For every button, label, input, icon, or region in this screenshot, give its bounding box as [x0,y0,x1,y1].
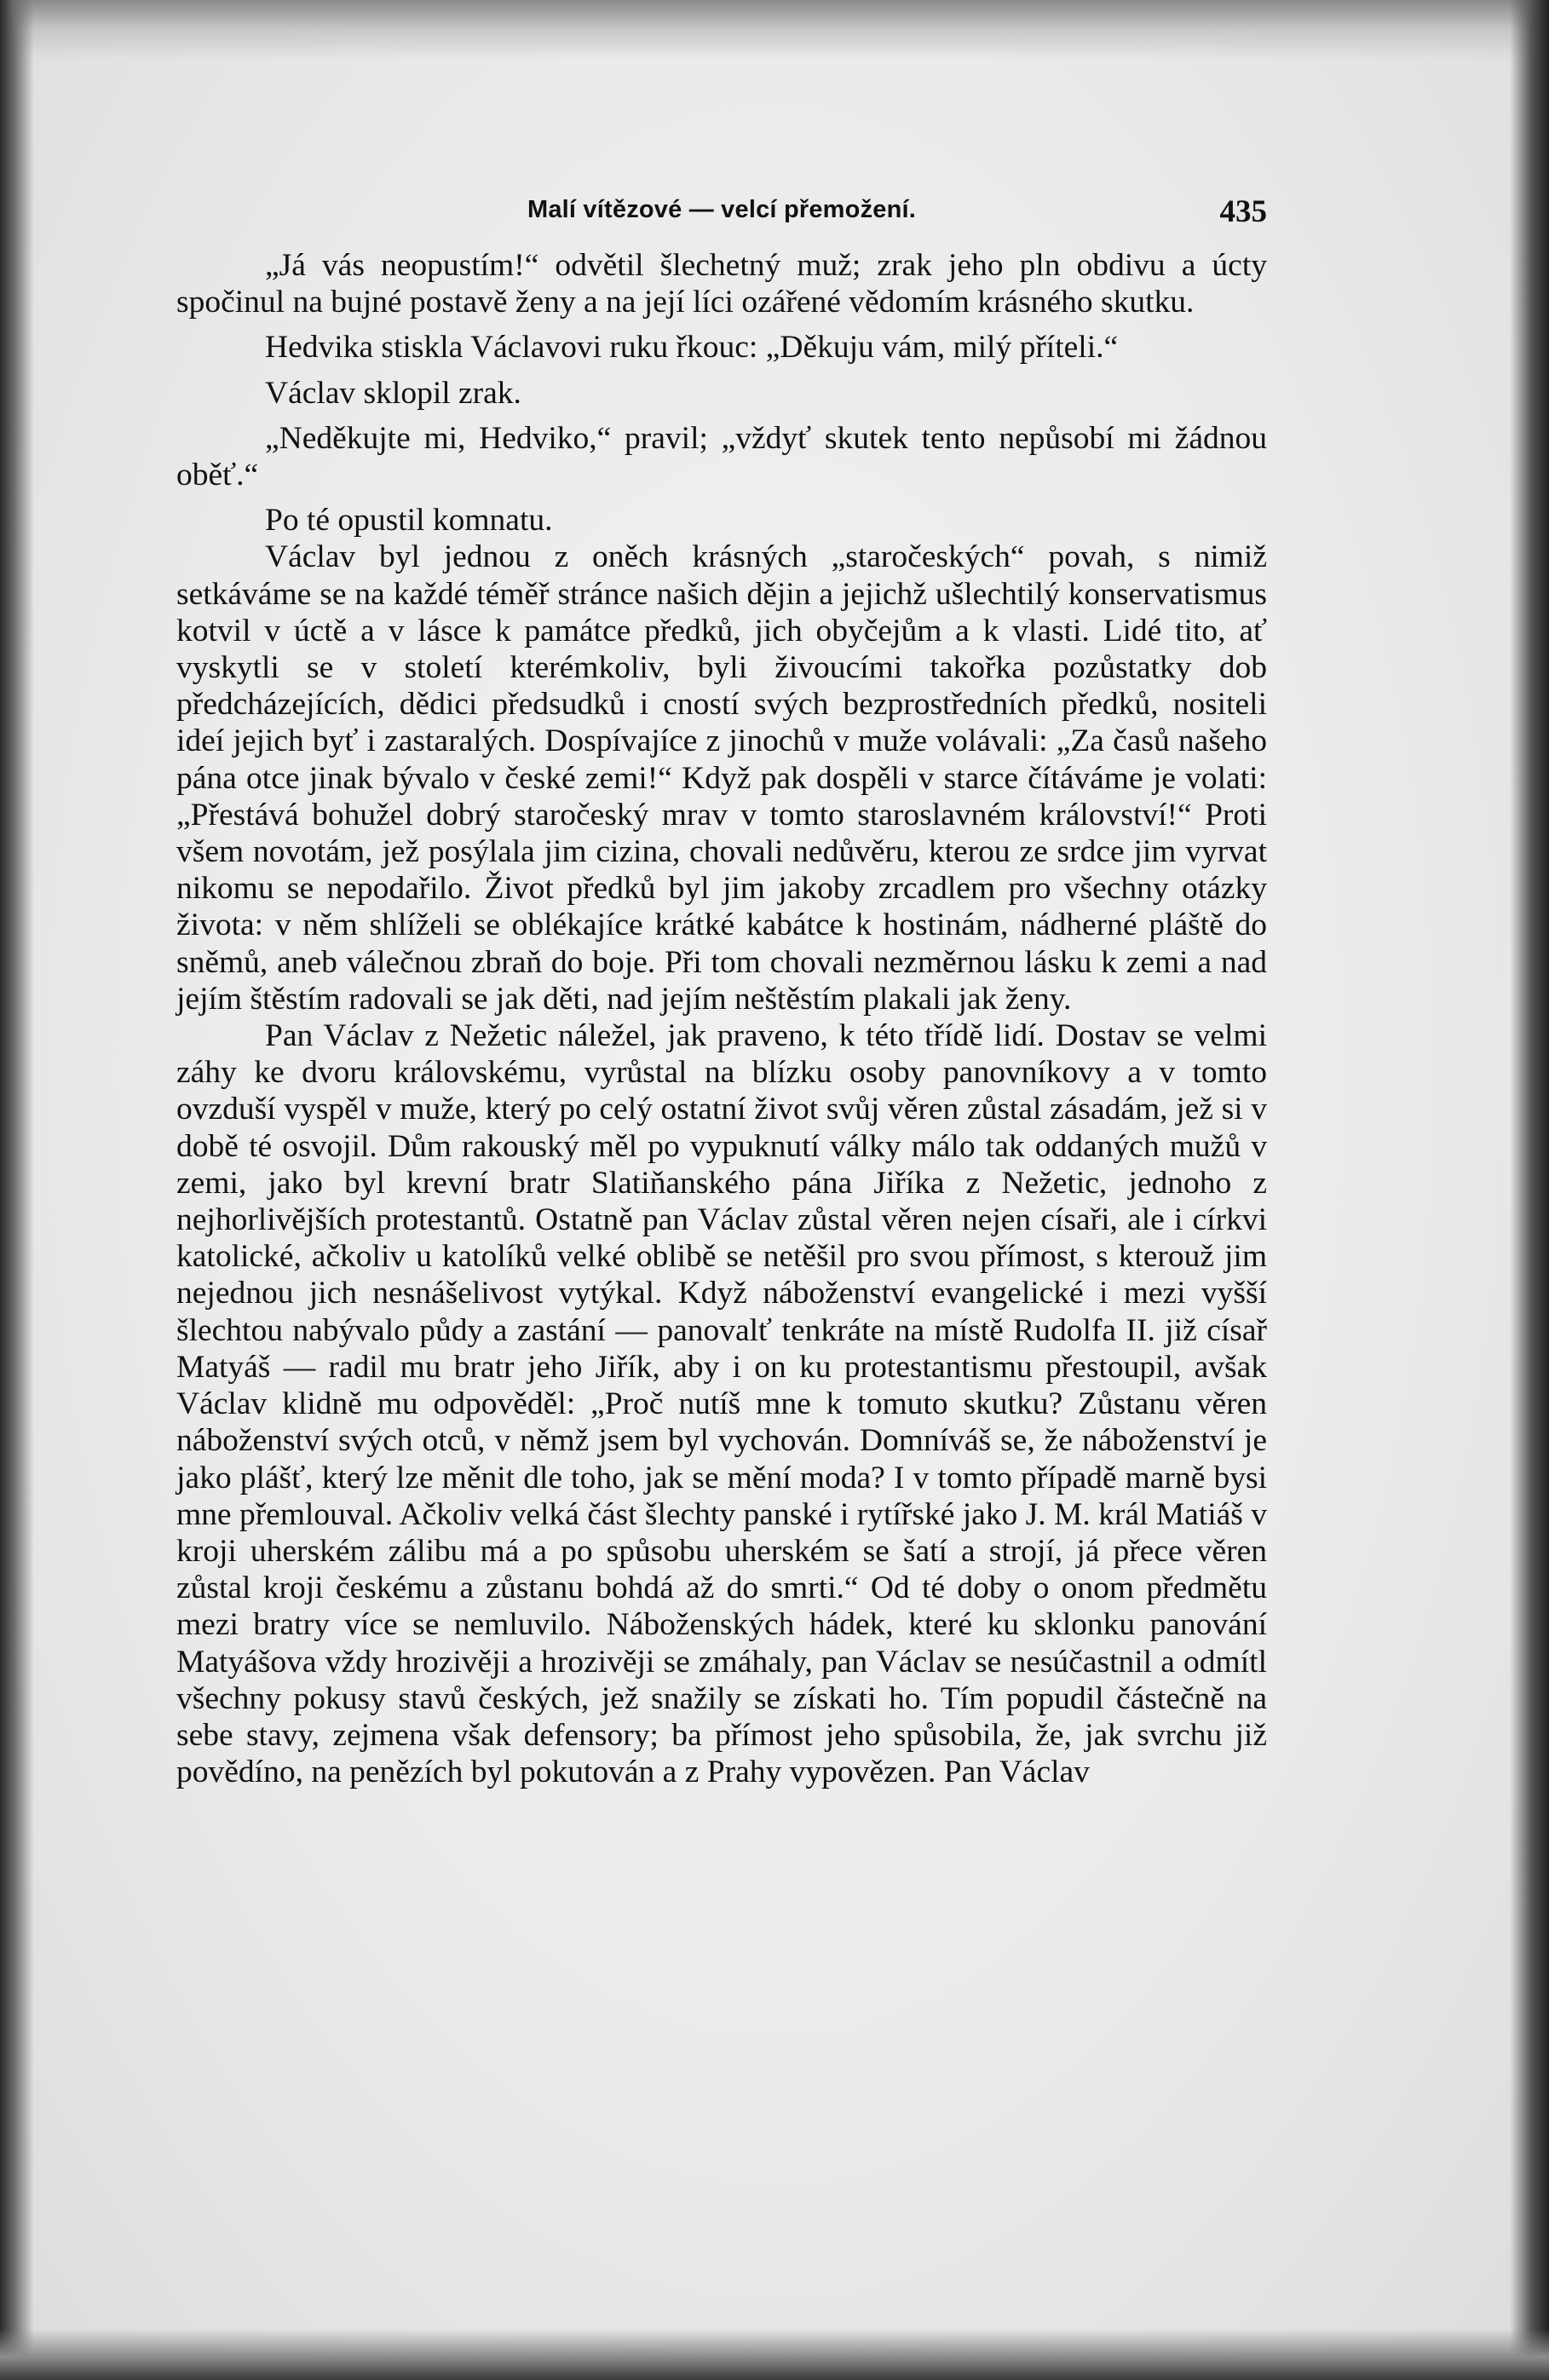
page-header [176,170,1267,229]
paragraph: Václav sklopil zrak. [265,375,521,411]
body-text [176,247,1267,1790]
paragraph: Václav byl jednou z oněch krásných „staročeských“ povah, s nimiž setkáváme se na každé téměř stránce našich dějin a jejichž ušlechtilý konservatismus kotvil v úctě a v lásce k památce předků, jich obyčejům a k vlasti. Lidé tito, ať vyskytli se v století kterémkoliv, byli živoucími takořka pozůstatky dob předcházejících, dědici předsudků i cností svých bezprostředních předků, nositeli ideí jejich byť i zastaralých. Dospívajíce z jinochů v muže volávali: „Za časů našeho pána otce jinak bývalo v české zemi!“ Když pak dospěli v starce čítáváme je volati: „Přestává bohužel dobrý staročeský mrav v tomto staroslavném království!“ Proti všem novotám, jež posýlala jim cizina, chovali nedůvěru, kterou ze srdce jim vyrvat nikomu se nepodařilo. Život předků byl jim jakoby zrcadlem pro všechny otázky života: v něm shlíželi se oblékajíce krátké kabátce k hostinám, nádherné pláště do sněmů, aneb válečnou zbraň do boje. Při tom chovali nezměrnou lásku k zemi a nad jejím štěstím radovali se jak děti, nad jejím neštěstím plakali jak ženy. [176,539,1267,1017]
page-number: 435 [1219,194,1267,229]
paragraph: „Neděkujte mi, Hedviko,“ pravil; „vždyť skutek tento nepůsobí mi žádnou oběť.“ [176,420,1267,493]
scan-shadow-right [1510,0,1549,2380]
paragraph: Pan Václav z Nežetic náležel, jak praveno, k této třídě lidí. Dostav se velmi záhy ke dvoru královskému, vyrůstal na blízku osoby panovníkovy a v tomto ovzduší vyspěl v muže, který po celý ostatní život svůj věren zůstal zásadám, jež si v době té osvojil. Dům rakouský měl po vypuknutí války málo tak oddaných mužů v zemi, jako byl krevní bratr Slatiňanského pána Jiříka z Nežetic, jednoho z nejhorlivějších protestantů. Ostatně pan Václav zůstal věren nejen císaři, ale i církvi katolické, ačkoliv u katolíků velké oblibě se netěšil pro svou přímost, s kterouž jim nejednou jich nesnášelivost vytýkal. Když náboženství evangelické i mezi vyšší šlechtou nabývalo půdy a zastání — panovalť tenkráte na místě Rudolfa II. již císař Matyáš — radil mu bratr jeho Jiřík, aby i on ku protestantismu přestoupil, avšak Václav klidně mu odpověděl: „Proč nutíš mne k tomuto skutku? Zůstanu věren náboženství svých otců, v němž jsem byl vychován. Domníváš se, že náboženství je jako plášť, který lze měnit dle toho, jak se mění moda? I v tomto případě marně bysi mne přemlouval. Ačkoliv velká část šlechty panské i rytířské jako J. M. král Matiáš v kroji uherském zálibu má a po spůsobu uherském se šatí a strojí, já přece věren zůstal kroji českému a zůstanu bohdá až do smrti.“ Od té doby o onom předmětu mezi bratry více se nemluvilo. Náboženských hádek, které ku sklonku panování Matyášova vždy hrozivěji a hrozivěji se zmáhaly, pan Václav se nesúčastnil a odmítl všechny pokusy stavů českých, jež snažily se získati ho. Tím popudil částečně na sebe stavy, zejmena však defensory; ba přímost jeho spůsobila, že, jak svrchu již povědíno, na penězích byl pokutován a z Prahy vypovězen. Pan Václav [176,1018,1267,1790]
scan-shadow-bottom [0,2329,1549,2380]
scan-shadow-top [0,0,1549,60]
paragraph: „Já vás neopustím!“ odvětil šlechetný muž; zrak jeho pln obdivu a úcty spočinul na bujné postavě ženy a na její líci ozářené vědomím krásného skutku. [176,248,1267,320]
paragraph: Hedvika stiskla Václavovi ruku řkouc: „Děkuju vám, milý příteli.“ [265,330,1119,366]
scan-shadow-left [0,0,34,2380]
running-title: Malí vítězové — velcí přemožení. [527,196,917,223]
paragraph: Po té opustil komnatu. [265,503,553,539]
book-page [176,170,1267,1790]
